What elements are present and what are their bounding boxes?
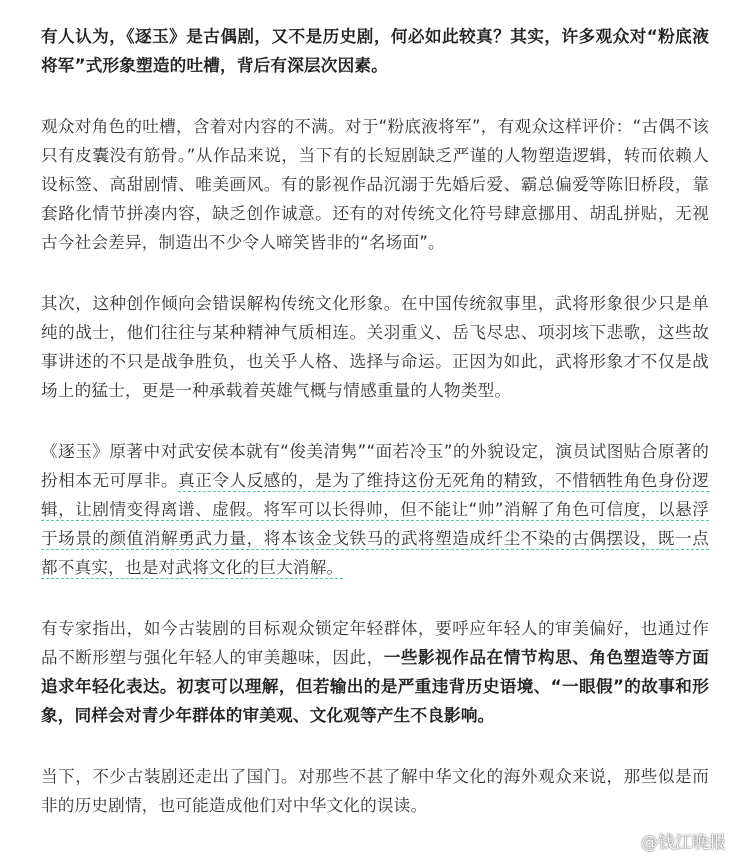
paragraph-4-underlined: 真正令人反感的，是为了维持这份无死角的精致，不惜牺牲角色身份逻辑，让剧情变得离谱、虚假。将军可以长得帅，但不能让“帅”消解了角色可信度，以悬浮于场景的颜值消解勇武力量，将本该金戈铁马的武将塑造成纤尘不染的古偶摆设，既一点都不真实，也是对武将文化的巨大消解。 <box>41 471 709 577</box>
paragraph-4 <box>41 437 709 582</box>
paragraph-1: 有人认为，《逐玉》是古偶剧，又不是历史剧，何必如此较真？其实，许多观众对“粉底液将军”式形象塑造的吐槽，背后有深层次因素。 <box>41 27 709 75</box>
paragraph-3: 其次，这种创作倾向会错误解构传统文化形象。在中国传统叙事里，武将形象很少只是单纯的战士，他们往往与某种精神气质相连。关羽重义、岳飞尽忠、项羽垓下悲歌，这些故事讲述的不只是战争胜负，也关乎人格、选择与命运。正因为如此，武将形象才不仅是战场上的猛士，更是一种承载着英雄气概与情感重量的人物类型。 <box>41 294 709 400</box>
watermark-text: @钱江晚报 <box>641 832 726 853</box>
paragraph-5-plain: 有专家指出，如今古装剧的目标观众锁定年轻群体，要呼应年轻人的审美偏好，也通过作品不断形塑与强化年轻人的审美趣味，因此， <box>41 619 709 667</box>
paragraph-5 <box>41 614 709 730</box>
paragraph-5-bold: 一些影视作品在情节构思、角色塑造等方面追求年轻化表达。初衷可以理解，但若输出的是严重违背历史语境、“一眼假”的故事和形象，同样会对青少年群体的审美观、文化观等产生不良影响。 <box>41 648 709 725</box>
paragraph-4-plain: 《逐玉》原著中对武安侯本就有“俊美清隽”“面若冷玉”的外貌设定，演员试图贴合原著的扮相本无可厚非。 <box>41 442 709 490</box>
paragraph-2: 观众对角色的吐槽，含着对内容的不满。对于“粉底液将军”，有观众这样评价：“古偶不该只有皮囊没有筋骨。”从作品来说，当下有的长短剧缺乏严谨的人物塑造逻辑，转而依赖人设标签、高甜剧情、唯美画风。有的影视作品沉溺于先婚后爱、霸总偏爱等陈旧桥段，靠套路化情节拼凑内容，缺乏创作诚意。还有的对传统文化符号肆意挪用、胡乱拼贴，无视古今社会差异，制造出不少令人啼笑皆非的“名场面”。 <box>41 117 709 252</box>
article-body <box>41 22 709 852</box>
weibo-watermark <box>613 826 726 854</box>
paragraph-6: 当下，不少古装剧还走出了国门。对那些不甚了解中华文化的海外观众来说，那些似是而非的历史剧情，也可能造成他们对中华文化的误读。 <box>41 767 709 815</box>
weibo-icon <box>613 830 637 850</box>
